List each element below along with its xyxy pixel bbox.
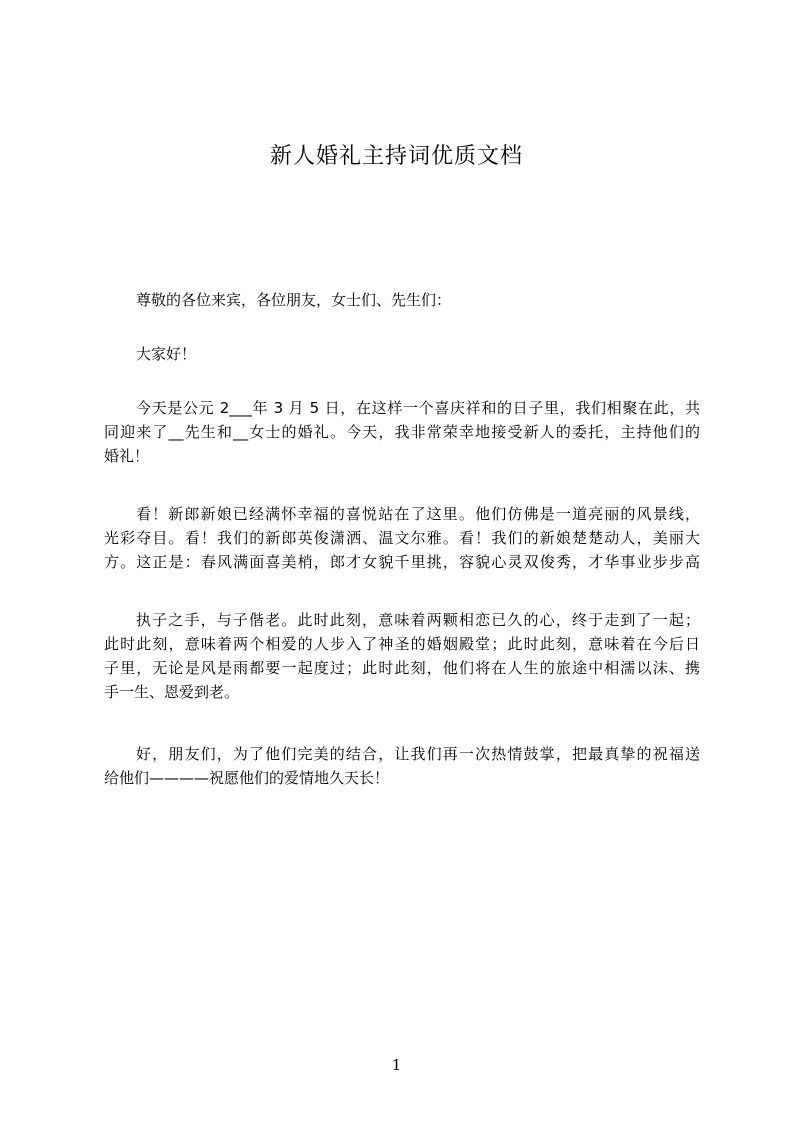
page-number: 1 bbox=[391, 1056, 402, 1074]
text-line: 今天是公元 2___年 3 月 5 日，在这样一个喜庆祥和的日子里，我们相聚在此，共 bbox=[136, 399, 700, 417]
text-line: 大家好！ bbox=[136, 345, 197, 363]
paragraph-greeting bbox=[104, 288, 700, 312]
text-line: 光彩夺目。看！我们的新郎英俊潇洒、温文尔雅。看！我们的新娘楚楚动人，美丽大 bbox=[104, 529, 700, 547]
text-line: 同迎来了__先生和__女士的婚礼。今天，我非常荣幸地接受新人的委托，主持他们的 bbox=[104, 423, 700, 441]
paragraph-date bbox=[104, 396, 700, 468]
paragraph-couple bbox=[104, 502, 700, 574]
text-line: 婚礼！ bbox=[104, 447, 150, 465]
document-title: 新人婚礼主持词优质文档 bbox=[269, 144, 523, 169]
text-line: 好，朋友们，为了他们完美的结合，让我们再一次热情鼓掌，把最真挚的祝福送 bbox=[136, 745, 700, 763]
text-line: 尊敬的各位来宾，各位朋友，女士们、先生们： bbox=[136, 291, 452, 309]
text-line: 方。这正是：春风满面喜美梢，郎才女貌千里挑，容貌心灵双俊秀，才华事业步步高 bbox=[104, 553, 700, 571]
paragraph-hello bbox=[104, 342, 700, 366]
text-line: 子里，无论是风是雨都要一起度过；此时此刻，他们将在人生的旅途中相濡以沫、携 bbox=[104, 659, 700, 677]
text-line: 给他们————祝愿他们的爱情地久天长！ bbox=[104, 769, 390, 787]
text-line: 此时此刻，意味着两个相爱的人步入了神圣的婚姻殿堂；此时此刻，意味着在今后日 bbox=[104, 635, 700, 653]
text-line: 看！新郎新娘已经满怀幸福的喜悦站在了这里。他们仿佛是一道亮丽的风景线， bbox=[136, 505, 700, 523]
paragraph-blessing bbox=[104, 742, 700, 790]
paragraph-moment bbox=[104, 608, 700, 704]
text-line: 手一生、恩爱到老。 bbox=[104, 683, 240, 701]
text-line: 执子之手，与子偕老。此时此刻，意味着两颗相恋已久的心，终于走到了一起； bbox=[136, 611, 700, 629]
